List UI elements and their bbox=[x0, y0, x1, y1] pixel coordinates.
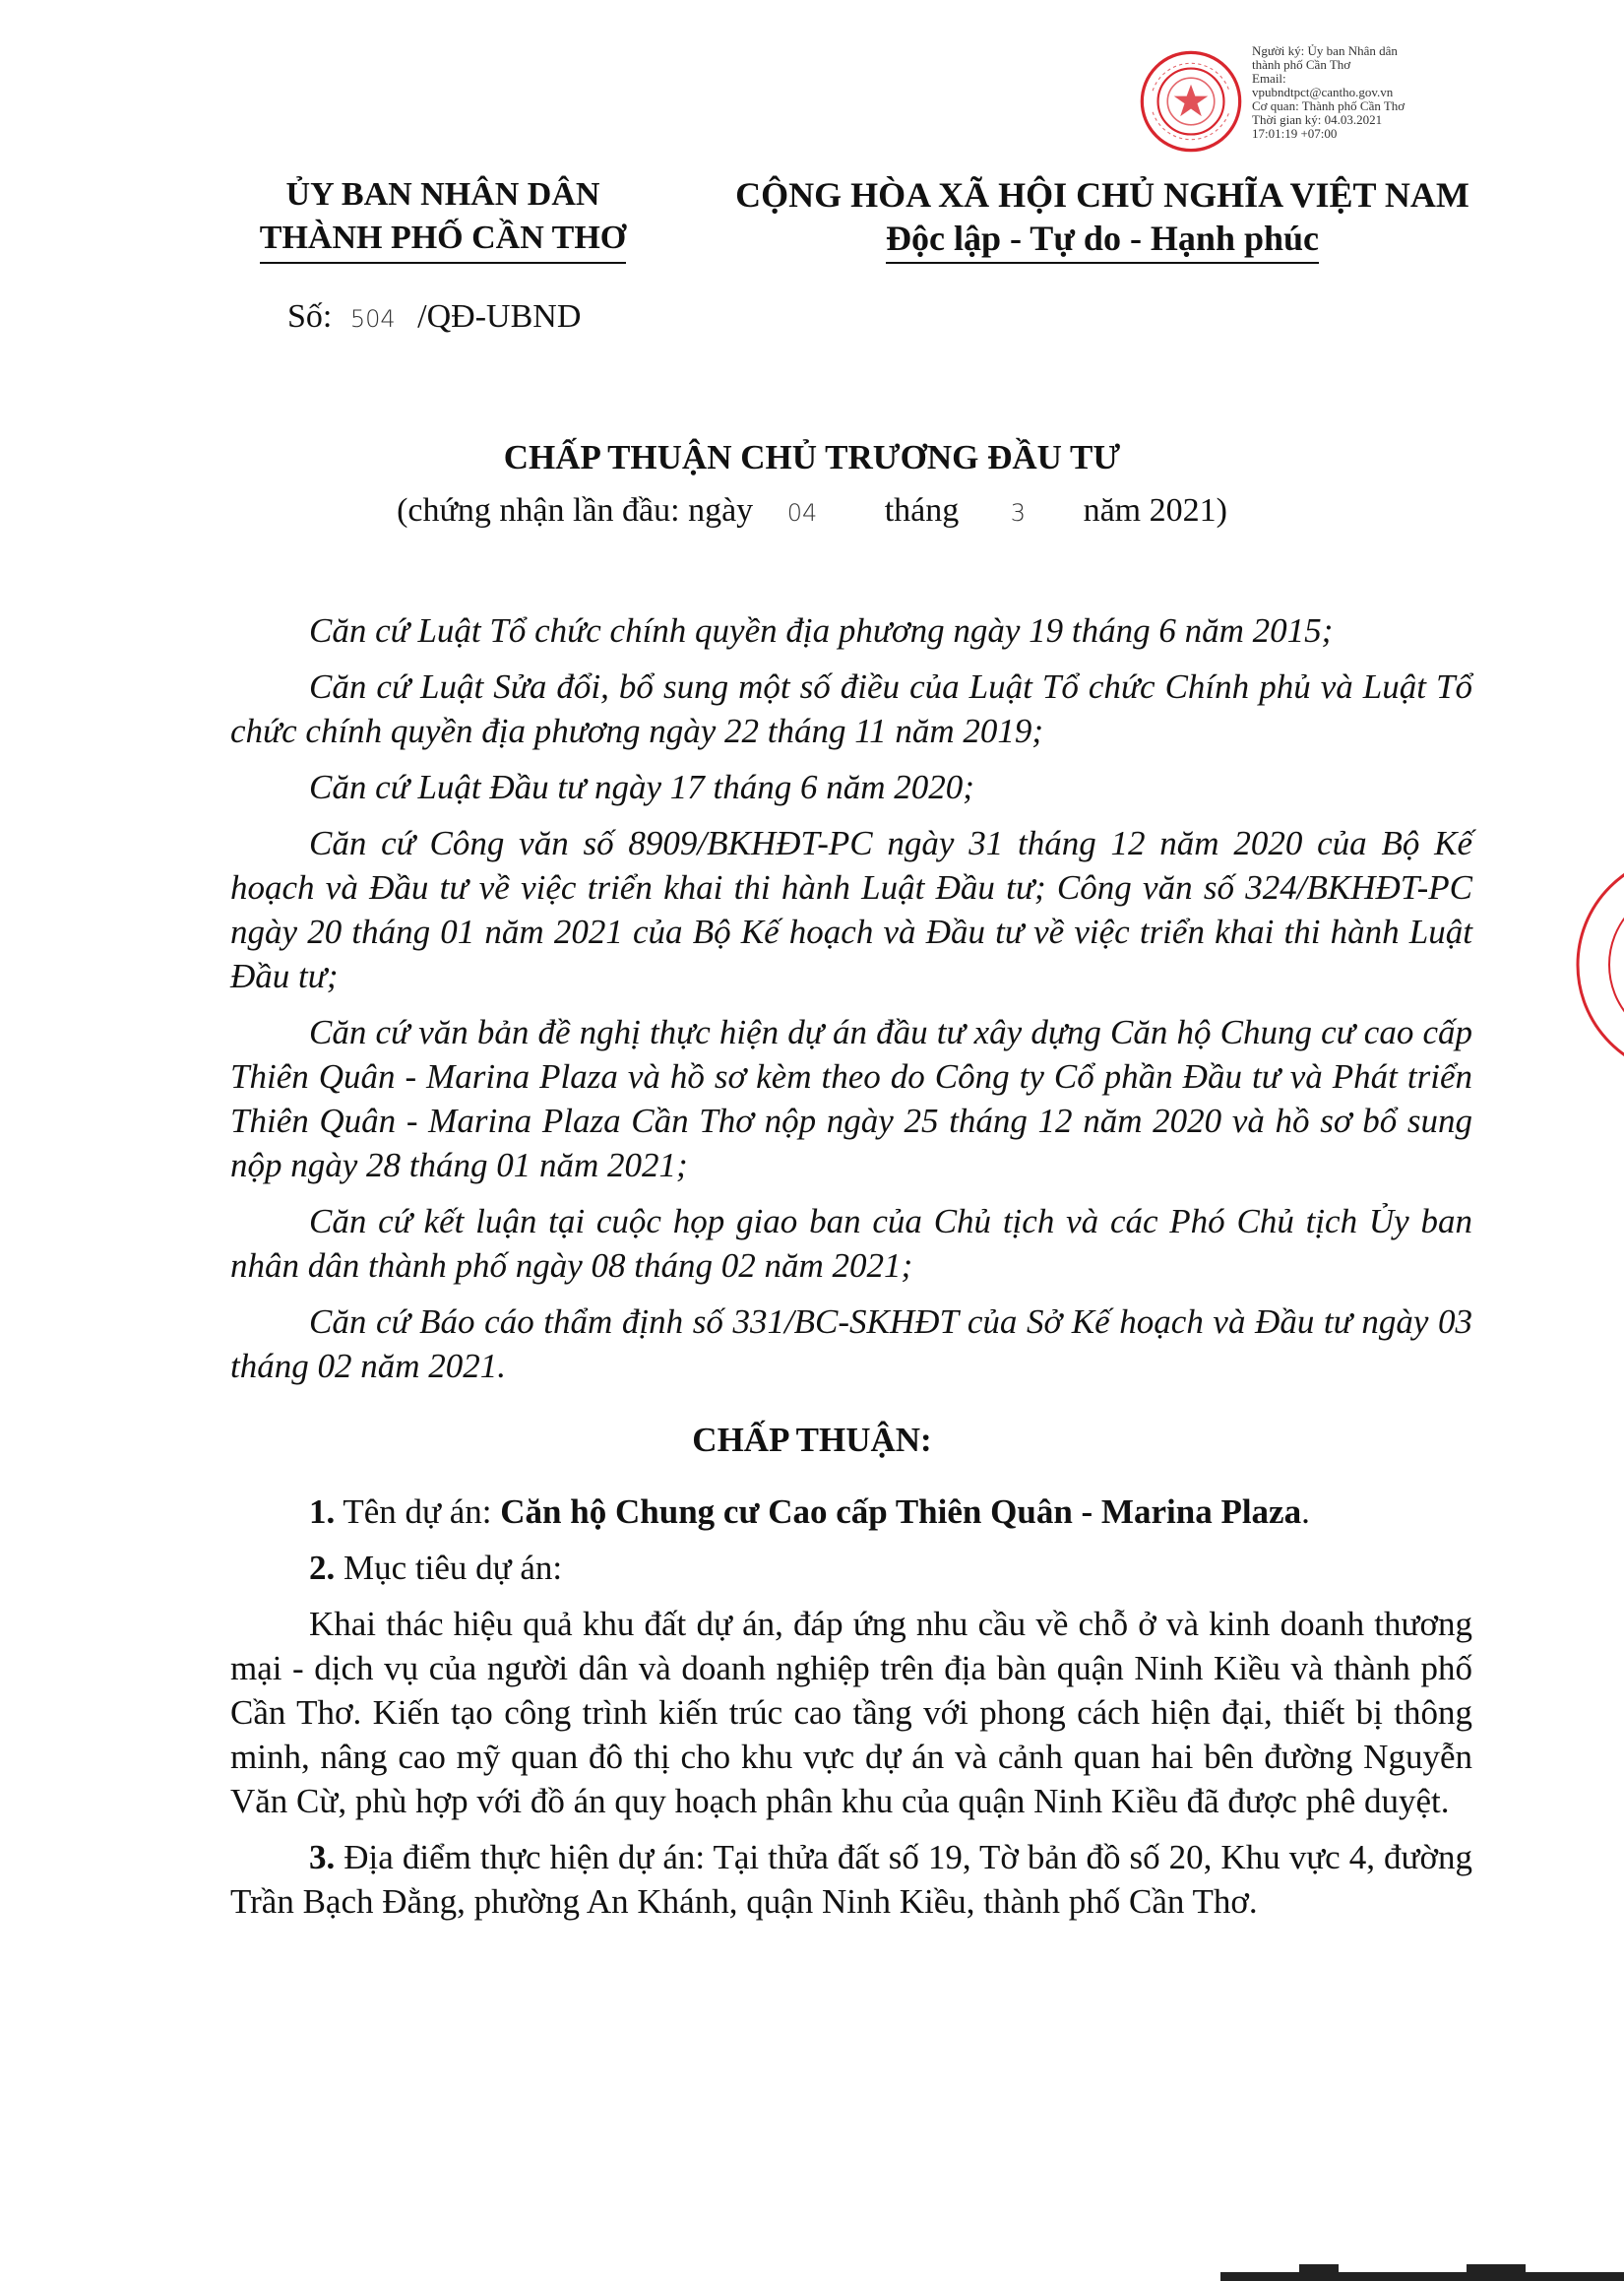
subtitle-day: 04 bbox=[786, 499, 818, 527]
item-number: 3. bbox=[309, 1838, 336, 1876]
signature-line: 17:01:19 +07:00 bbox=[1252, 126, 1338, 141]
item-number: 2. bbox=[309, 1549, 336, 1587]
doc-number-suffix: /QĐ-UBND bbox=[417, 298, 582, 335]
basis-paragraph: Căn cứ Luật Tổ chức chính quyền địa phương ngày 19 tháng 6 năm 2015; bbox=[309, 611, 1334, 650]
document-title: CHẤP THUẬN CHỦ TRƯƠNG ĐẦU TƯ bbox=[503, 438, 1121, 476]
item-objectives bbox=[230, 1546, 1472, 1590]
subtitle-year: năm 2021) bbox=[1083, 492, 1227, 529]
item-label: Mục tiêu dự án: bbox=[344, 1549, 563, 1587]
motto: Độc lập - Tự do - Hạnh phúc bbox=[886, 217, 1319, 264]
document-subtitle bbox=[0, 492, 1624, 530]
doc-number-prefix: Số: bbox=[287, 298, 333, 335]
basis-paragraph: Căn cứ Luật Đầu tư ngày 17 tháng 6 năm 2020; bbox=[309, 768, 974, 806]
issuing-authority bbox=[256, 173, 630, 264]
signature-info bbox=[1252, 44, 1439, 141]
item-label: Tên dự án: bbox=[343, 1492, 492, 1531]
basis-paragraph: Căn cứ văn bản đề nghị thực hiện dự án đầu tư xây dựng Căn hộ Chung cư cao cấp Thiên Quân - Marina Plaza và hồ sơ kèm theo do Công ty Cổ phần Đầu tư và Phát triển Thiên Quân - Marina Plaza Cần Thơ nộp ngày 25 tháng 12 năm 2020 và hồ sơ bổ sung nộp ngày 28 tháng 01 năm 2021; bbox=[230, 1013, 1472, 1184]
basis-paragraph: Căn cứ Báo cáo thẩm định số 331/BC-SKHĐT của Sở Kế hoạch và Đầu tư ngày 03 tháng 02 năm 2021. bbox=[230, 1302, 1472, 1385]
item-location bbox=[230, 1835, 1472, 1924]
item-end: . bbox=[1301, 1492, 1310, 1531]
objectives-text: Khai thác hiệu quả khu đất dự án, đáp ứng nhu cầu về chỗ ở và kinh doanh thương mại - dịch vụ của người dân và doanh nghiệp trên địa bàn quận Ninh Kiều và thành phố Cần Thơ. Kiến tạo công trình kiến trúc cao tầng với phong cách hiện đại, thiết bị thông minh, nâng cao mỹ quan đô thị cho khu vực dự án và cảnh quan hai bên đường Nguyễn Văn Cừ, phù hợp với đồ án quy hoạch phân khu của quận Ninh Kiều đã được phê duyệt. bbox=[230, 1605, 1472, 1820]
scan-edge-marks bbox=[1220, 2264, 1624, 2281]
authority-line-1: ỦY BAN NHÂN DÂN bbox=[285, 176, 600, 213]
signature-line: Người ký: Ủy ban Nhân dân bbox=[1252, 43, 1398, 58]
signature-line: Email: bbox=[1252, 71, 1286, 86]
item-number: 1. bbox=[309, 1492, 336, 1531]
subtitle-month-label: tháng bbox=[884, 492, 960, 529]
basis-paragraph: Căn cứ Công văn số 8909/BKHĐT-PC ngày 31 tháng 12 năm 2020 của Bộ Kế hoạch và Đầu tư về việc triển khai thi hành Luật Đầu tư; Công văn số 324/BKHĐT-PC ngày 20 tháng 01 năm 2021 của Bộ Kế hoạch và Đầu tư về việc triển khai thi hành Luật Đầu tư; bbox=[230, 824, 1472, 995]
signature-line: vpubndtpct@cantho.gov.vn bbox=[1252, 85, 1394, 99]
basis-paragraph: Căn cứ kết luận tại cuộc họp giao ban của Chủ tịch và các Phó Chủ tịch Ủy ban nhân dân thành phố ngày 08 tháng 02 năm 2021; bbox=[230, 1202, 1472, 1285]
nation-name: CỘNG HÒA XÃ HỘI CHỦ NGHĨA VIỆT NAM bbox=[735, 175, 1469, 215]
subtitle-prefix: (chứng nhận lần đầu: ngày bbox=[397, 492, 754, 529]
subtitle-month: 3 bbox=[1010, 499, 1027, 527]
location-text: Địa điểm thực hiện dự án: Tại thửa đất số 19, Tờ bản đồ số 20, Khu vực 4, đường Trần Bạch Đằng, phường An Khánh, quận Ninh Kiều, thành phố Cần Thơ. bbox=[230, 1838, 1472, 1921]
doc-number-value: 504 bbox=[349, 305, 396, 333]
partial-seal-icon bbox=[1570, 847, 1624, 1083]
item-project-name bbox=[230, 1489, 1472, 1534]
seal-stamp-icon bbox=[1138, 48, 1244, 155]
legal-basis-section bbox=[230, 608, 1472, 1400]
signature-line: Thời gian ký: 04.03.2021 bbox=[1252, 112, 1383, 127]
authority-line-2: THÀNH PHỐ CẦN THƠ bbox=[260, 217, 626, 264]
signature-line: thành phố Cần Thơ bbox=[1252, 57, 1351, 72]
signature-line: Cơ quan: Thành phố Cần Thơ bbox=[1252, 98, 1405, 113]
document-number bbox=[287, 298, 581, 336]
national-motto bbox=[709, 173, 1496, 264]
project-name: Căn hộ Chung cư Cao cấp Thiên Quân - Marina Plaza bbox=[500, 1492, 1302, 1531]
basis-paragraph: Căn cứ Luật Sửa đổi, bổ sung một số điều của Luật Tổ chức Chính phủ và Luật Tổ chức chính quyền địa phương ngày 22 tháng 11 năm 2019; bbox=[230, 667, 1472, 750]
approval-items bbox=[230, 1489, 1472, 1935]
approval-heading: CHẤP THUẬN: bbox=[692, 1421, 932, 1459]
